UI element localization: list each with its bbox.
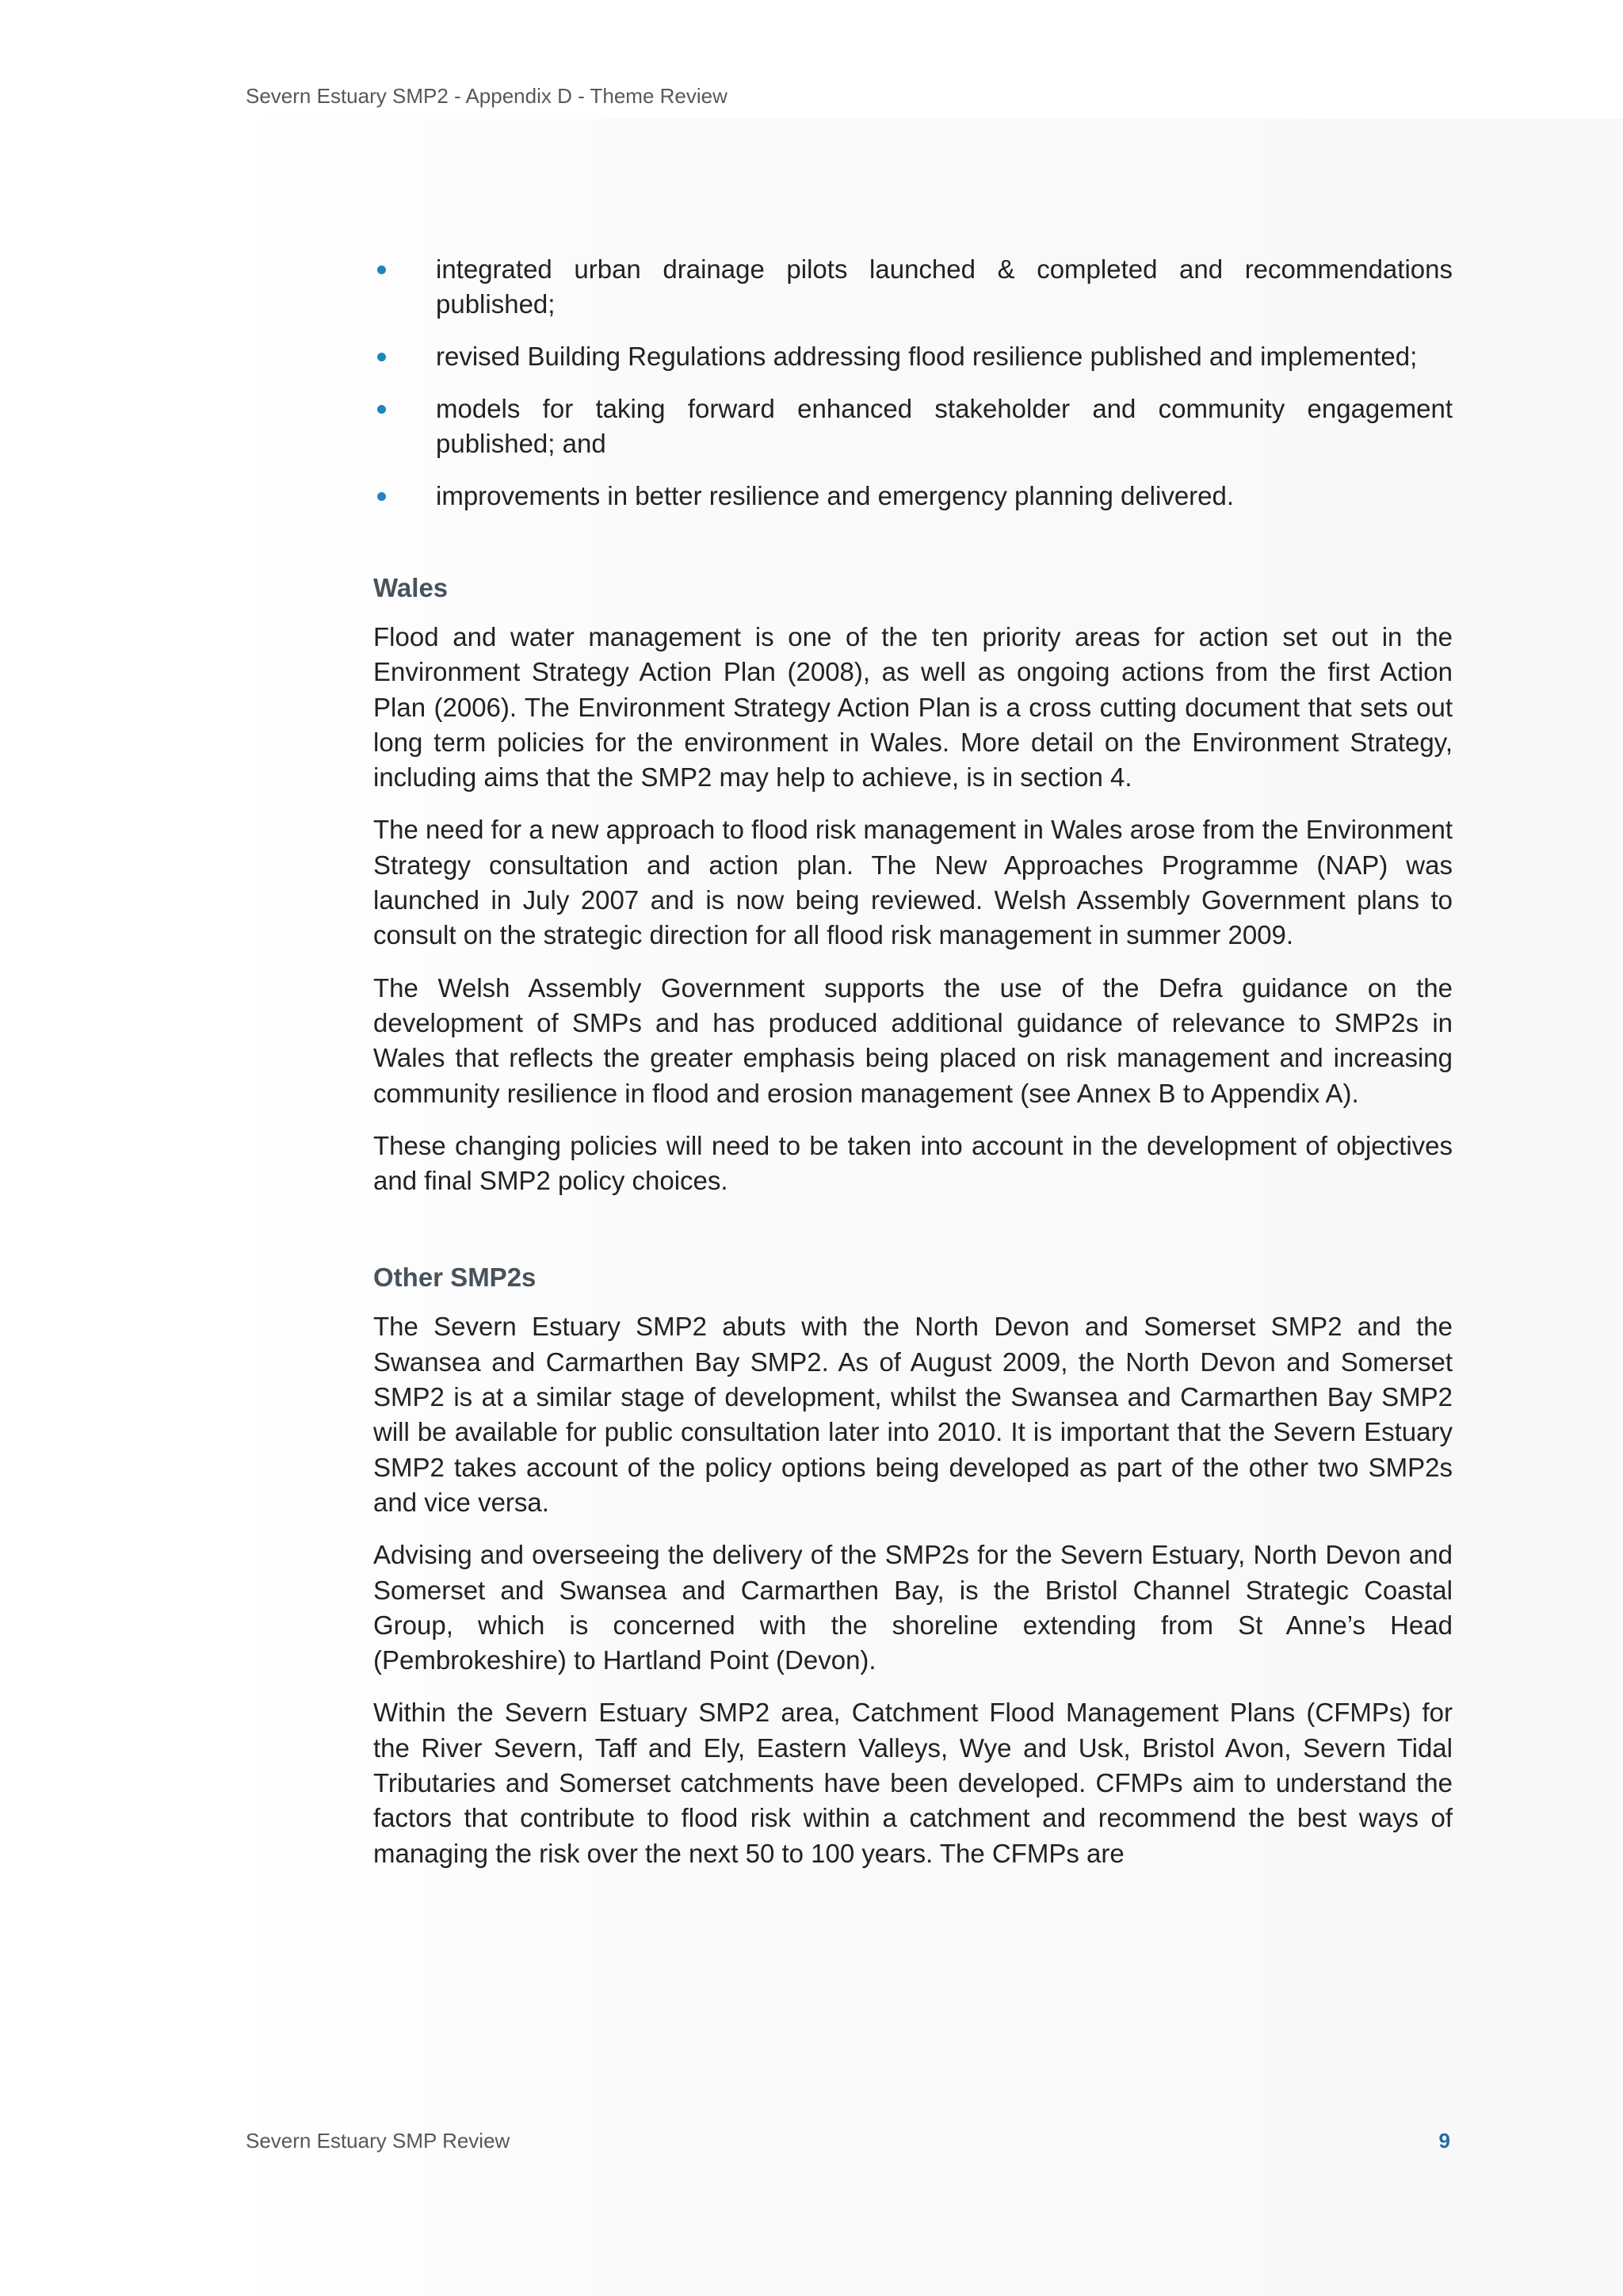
- running-header: Severn Estuary SMP2 - Appendix D - Theme Review: [246, 84, 727, 108]
- list-item: [373, 392, 1453, 461]
- paragraph: Advising and overseeing the delivery of the SMP2s for the Severn Estuary, North Devon and Somerset and Swansea and Carmarthen Bay, is the Bristol Channel Strategic Coastal Group, which is concerned with the shoreline extending from St Anne’s Head (Pembrokeshire) to Hartland Point (Devon).: [373, 1540, 1453, 1675]
- list-item: [373, 252, 1453, 322]
- bullet-icon: [377, 266, 386, 274]
- paragraph: Flood and water management is one of the ten priority areas for action set out in the Environment Strategy Action Plan (2008), as well as ongoing actions from the first Action Plan (2006). The Environment Strategy Action Plan is a cross cutting document that sets out long term policies for the environment in Wales. More detail on the Environment Strategy, including aims that the SMP2 may help to achieve, is in section 4.: [373, 622, 1453, 793]
- page-number: 9: [1438, 2129, 1450, 2153]
- bullet-icon: [377, 405, 386, 414]
- footer-title: Severn Estuary SMP Review: [246, 2129, 510, 2153]
- list-item: [373, 339, 1453, 374]
- page-body: [373, 252, 1453, 1889]
- bullet-list: [373, 252, 1453, 514]
- paragraph: These changing policies will need to be taken into account in the development of objectives and final SMP2 policy choices.: [373, 1130, 1453, 1196]
- list-item-text: integrated urban drainage pilots launched & completed and recommendations published;: [436, 254, 1453, 319]
- paragraph: Within the Severn Estuary SMP2 area, Catchment Flood Management Plans (CFMPs) for the River Severn, Taff and Ely, Eastern Valleys, Wye and Usk, Bristol Avon, Severn Tidal Tributaries and Somerset catchments have been developed. CFMPs aim to understand the factors that contribute to flood risk within a catchment and recommend the best ways of managing the risk over the next 50 to 100 years. The CFMPs are: [373, 1698, 1453, 1868]
- list-item-text: revised Building Regulations addressing flood resilience published and implemented;: [436, 342, 1418, 371]
- paragraph: The Severn Estuary SMP2 abuts with the North Devon and Somerset SMP2 and the Swansea and Carmarthen Bay SMP2. As of August 2009, the North Devon and Somerset SMP2 is at a similar stage of development, whilst the Swansea and Carmarthen Bay SMP2 will be available for public consultation later into 2010. It is important that the Severn Estuary SMP2 takes account of the policy options being developed as part of the other two SMP2s and vice versa.: [373, 1312, 1453, 1517]
- list-item-text: models for taking forward enhanced stakeholder and community engagement published; and: [436, 394, 1453, 458]
- list-item-text: improvements in better resilience and emergency planning delivered.: [436, 481, 1235, 510]
- list-item: [373, 479, 1453, 514]
- paragraph: The need for a new approach to flood risk management in Wales arose from the Environment Strategy consultation and action plan. The New Approaches Programme (NAP) was launched in July 2007 and is now being reviewed. Welsh Assembly Government plans to consult on the strategic direction for all flood risk management in summer 2009.: [373, 815, 1453, 950]
- section-heading-other-smp2s: Other SMP2s: [373, 1263, 537, 1293]
- bullet-icon: [377, 492, 386, 501]
- bullet-icon: [377, 353, 386, 361]
- paragraph: The Welsh Assembly Government supports the use of the Defra guidance on the development of SMPs and has produced additional guidance of relevance to SMP2s in Wales that reflects the greater emphasis being placed on risk management and increasing community resilience in flood and erosion management (see Annex B to Appendix A).: [373, 972, 1453, 1108]
- section-heading-wales: Wales: [373, 573, 449, 602]
